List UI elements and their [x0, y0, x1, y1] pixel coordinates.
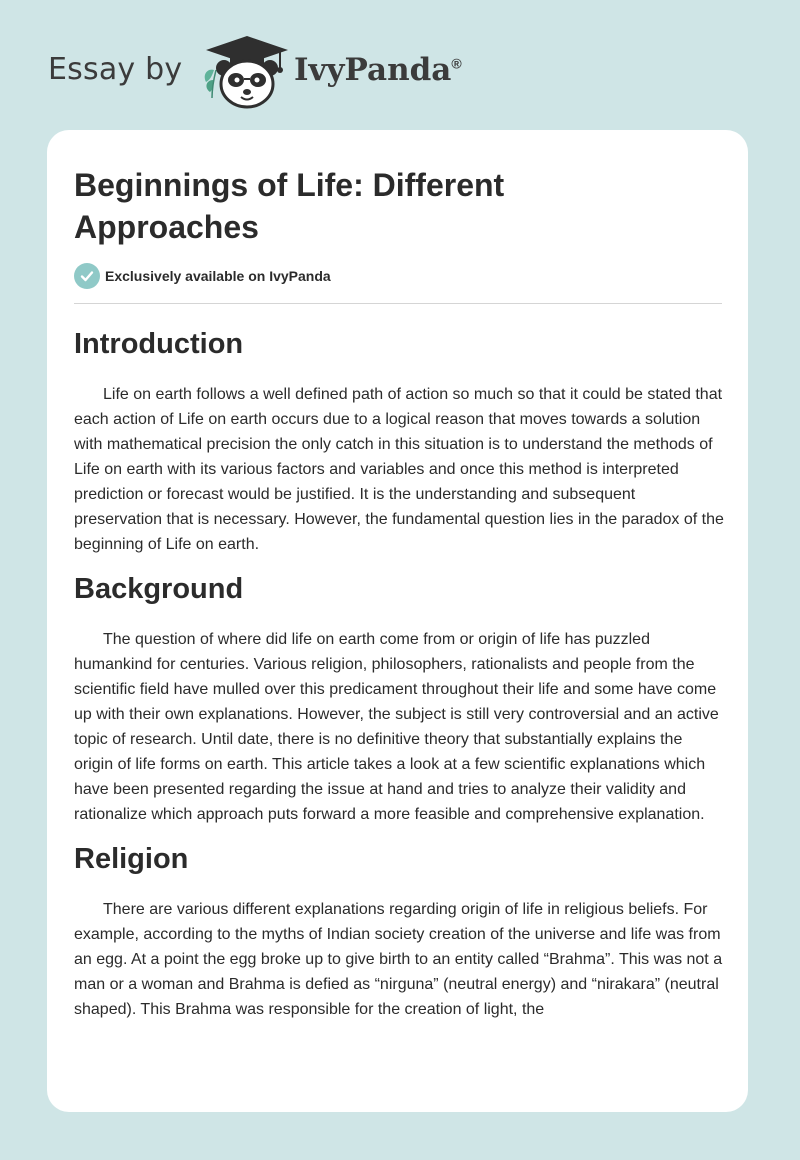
registered-mark: ® [451, 55, 462, 72]
panda-logo-icon [200, 34, 294, 110]
section-paragraph: There are various different explanations regarding origin of life in religious beliefs. For example, according to the myths of Indian society creation of the universe and life was from an egg. At a point the egg broke up to give birth to an entity called “Brahma”. This was not a man or a woman and Brahma is defied as “nirguna” (neutral energy) and “nirakara” (neutral shaped). This Brahma was responsible for the creation of light, the [74, 901, 723, 1018]
divider [74, 303, 722, 304]
checkmark-icon [74, 263, 100, 289]
section-religion [74, 835, 724, 1022]
page-title: Beginnings of Life: Different Approaches [74, 167, 505, 245]
article-card [47, 130, 748, 1112]
exclusive-badge-label: Exclusively available on IvyPanda [105, 268, 331, 284]
section-heading: Background [74, 573, 244, 605]
section-paragraph: Life on earth follows a well defined path of action so much so that it could be stated that each action of Life on earth occurs due to a logical reason that moves towards a solution with mathematical precision the only catch in this situation is to understand the methods of Life on earth with its various factors and variables and once this method is interpreted prediction or forecast would be justified. It is the understanding and subsequent preservation that is necessary. However, the fundamental question lies in the paradox of the beginning of Life on earth. [74, 386, 724, 553]
section-heading: Introduction [74, 328, 244, 360]
essay-by-label: Essay by [48, 52, 183, 87]
section-background [74, 565, 724, 827]
site-header [48, 34, 508, 114]
exclusive-badge [74, 263, 331, 289]
section-heading: Religion [74, 843, 189, 875]
brand-name: IvyPanda® [294, 52, 462, 88]
section-introduction [74, 320, 724, 557]
section-paragraph: The question of where did life on earth come from or origin of life has puzzled humankind for centuries. Various religion, philosophers, rationalists and people from the scientific field have mulled over this predicament throughout their life and some have come up with their own explanations. However, the subject is still very controversial and an active topic of research. Until date, there is no definitive theory that substantially explains the origin of life forms on earth. This article takes a look at a few scientific explanations which have been presented regarding the issue at hand and tries to analyze their validity and rationalize which approach puts forward a more feasible and comprehensive explanation. [74, 631, 719, 823]
article-body [74, 320, 724, 1030]
